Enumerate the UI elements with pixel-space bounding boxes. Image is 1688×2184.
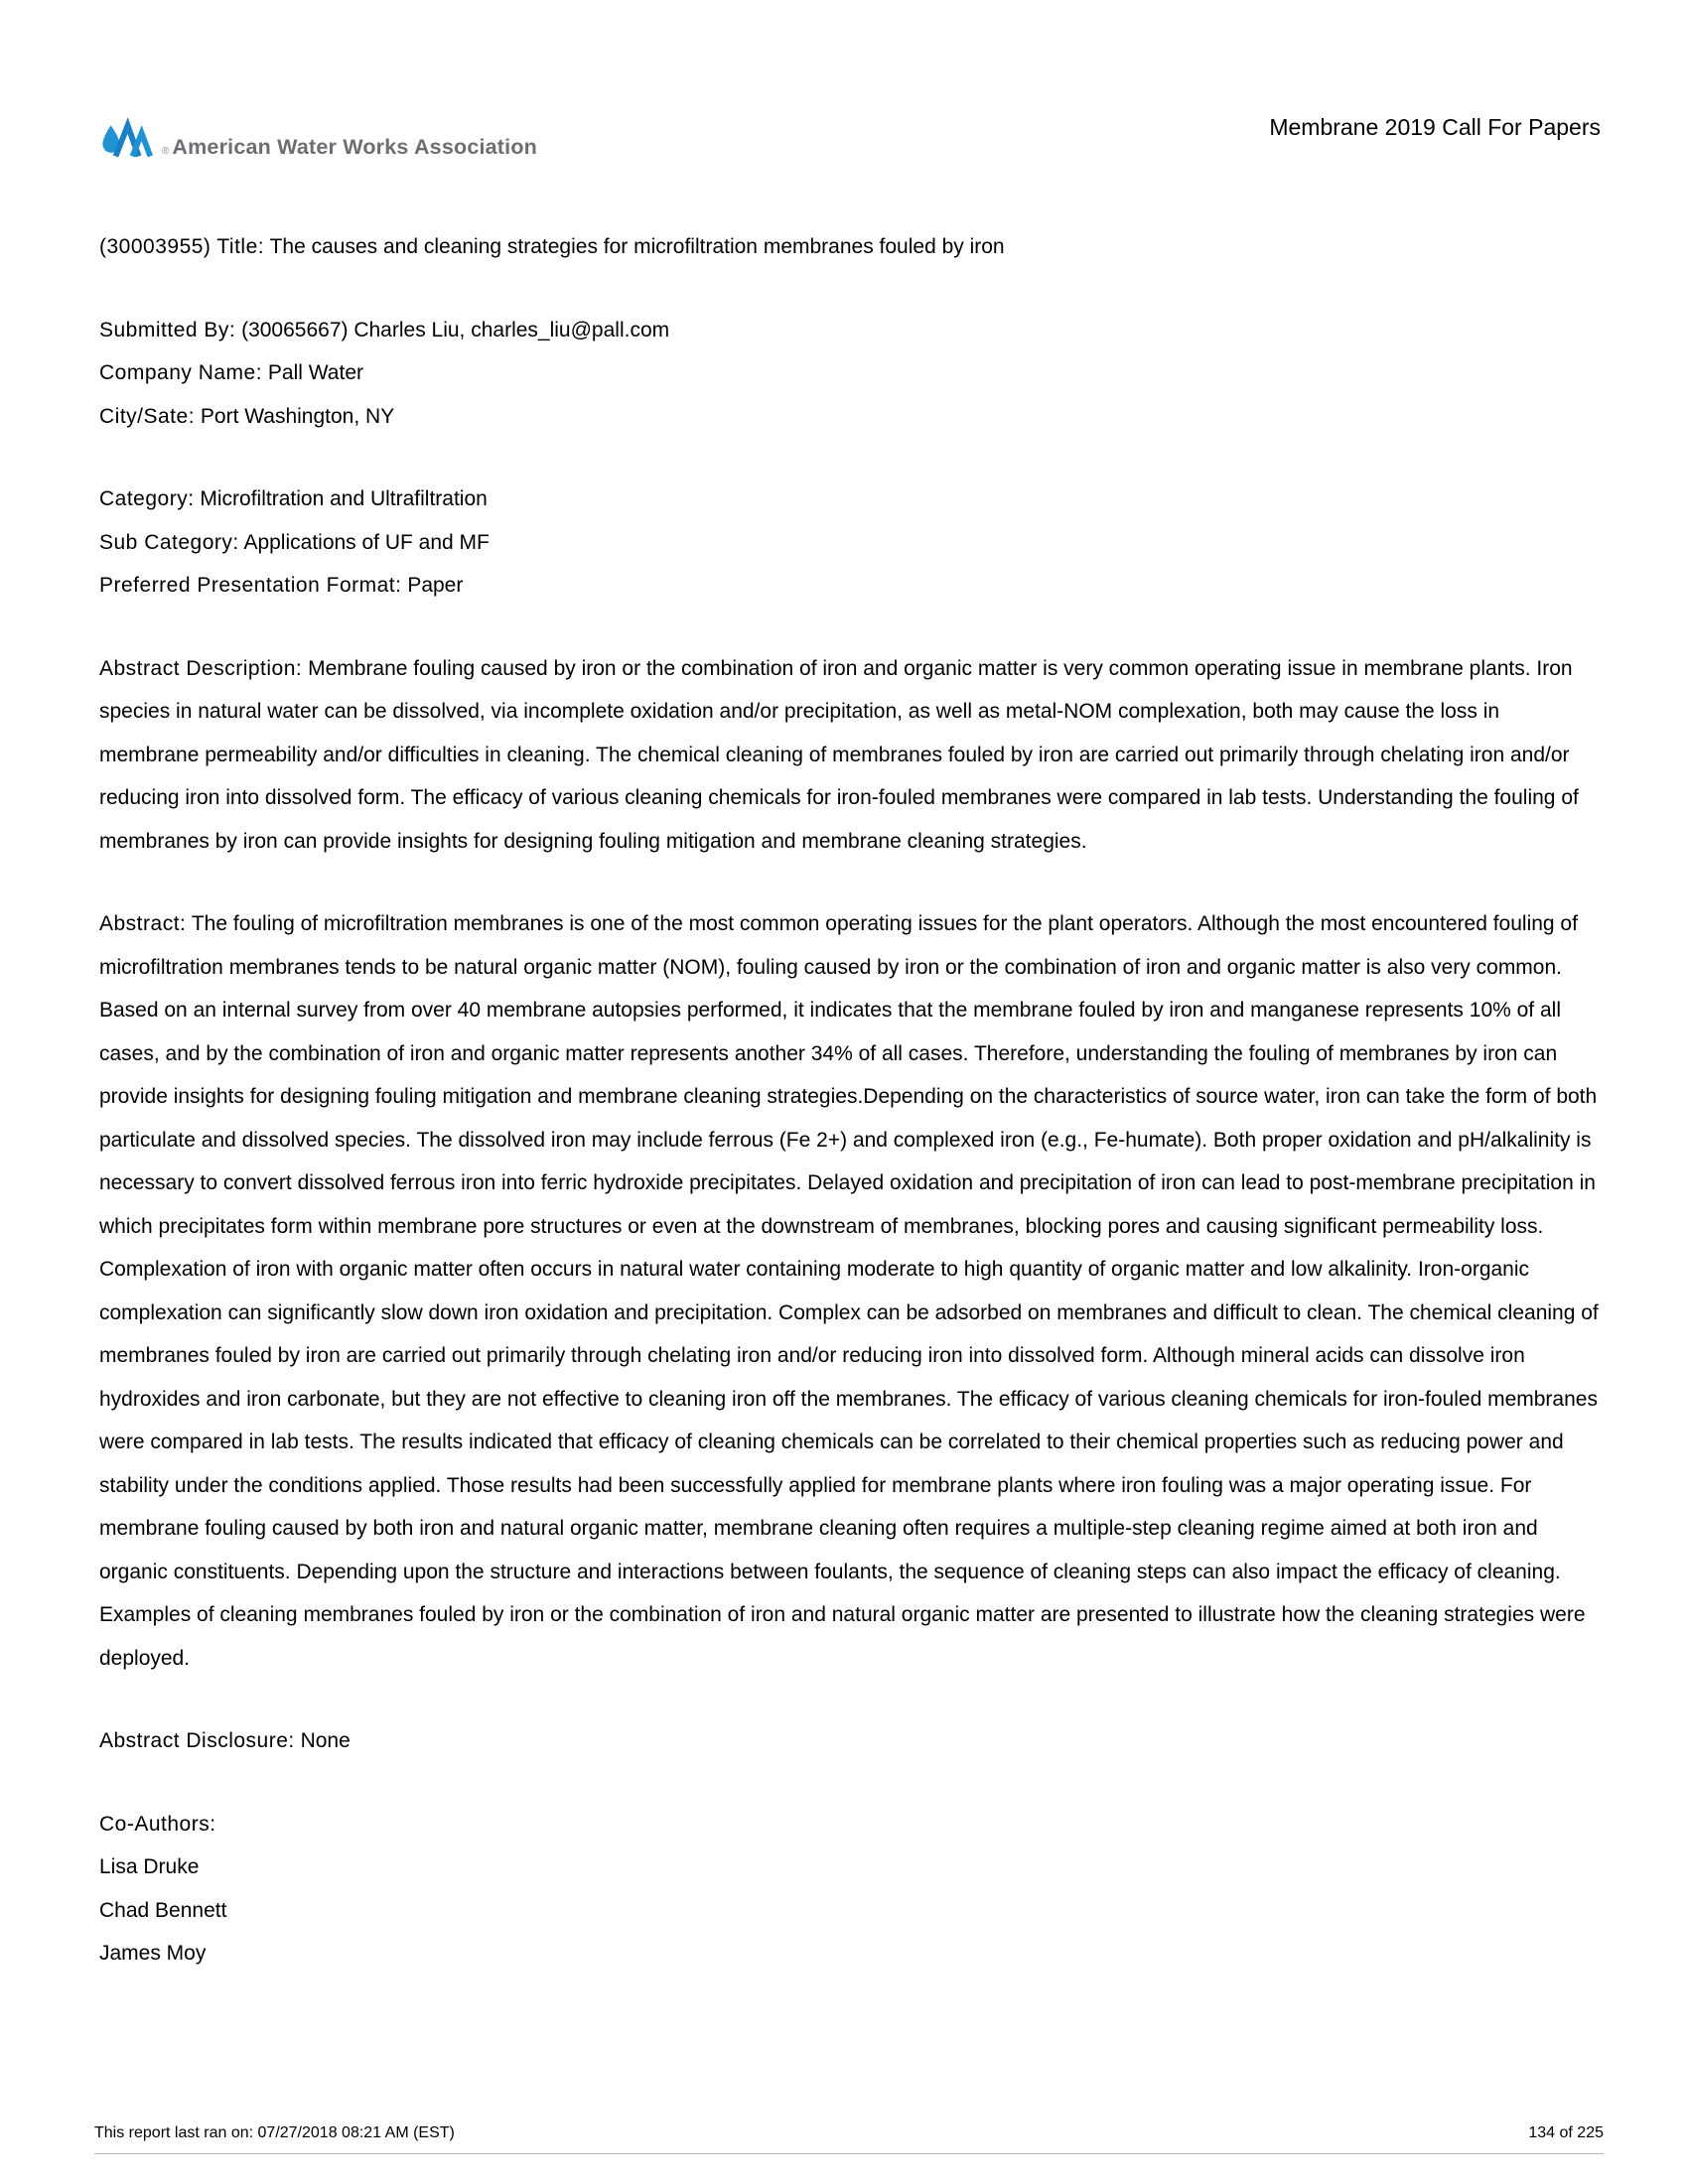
abstract-description-paragraph	[99, 647, 1601, 864]
company-name-label: Company Name:	[99, 361, 263, 384]
submitted-by-label: Submitted By:	[99, 318, 236, 341]
sub-category-line	[99, 521, 1601, 565]
co-author-name: Lisa Druke	[99, 1855, 200, 1878]
logo-org-name: American Water Works Association	[172, 135, 538, 159]
title-value: The causes and cleaning strategies for microfiltration membranes fouled by iron	[269, 235, 1005, 258]
title-line	[99, 225, 1601, 269]
co-authors-label: Co-Authors:	[99, 1812, 216, 1836]
registered-trademark-symbol: ®	[162, 146, 170, 157]
category-value: Microfiltration and Ultrafiltration	[200, 487, 488, 510]
category-block	[99, 478, 1601, 608]
page-header	[99, 112, 1601, 164]
category-line	[99, 478, 1601, 521]
page-footer	[94, 2123, 1604, 2154]
title-label: (30003955) Title:	[99, 235, 265, 258]
abstract-disclosure-label: Abstract Disclosure:	[99, 1729, 295, 1752]
co-author-name: Chad Bennett	[99, 1898, 227, 1922]
abstract-label: Abstract:	[99, 912, 187, 935]
abstract-value: The fouling of microfiltration membranes is one of the most common operating issues for the plant operators. Although the most encountered fouling of microfiltration membranes tends to be natural organic matter (NOM), fouling caused by iron or the combination of iron and organic matter is also very common. Based on an internal survey from over 40 membrane autopsies performed, it indicates that the membrane fouled by iron and manganese represents 10% of all cases, and by the combination of iron and organic matter represents another 34% of all cases. Therefore, understanding the fouling of membranes by iron can provide insights for designing fouling mitigation and membrane cleaning strategies.Depending on the characteristics of source water, iron can take the form of both particulate and dissolved species. The dissolved iron may include ferrous (Fe 2+) and complexed iron (e.g., Fe-humate). Both proper oxidation and pH/alkalinity is necessary to convert dissolved ferrous iron into ferric hydroxide precipitates. Delayed oxidation and precipitation of iron can lead to post-membrane precipitation in which precipitates form within membrane pore structures or even at the downstream of membranes, blocking pores and causing significant permeability loss. Complexation of iron with organic matter often occurs in natural water containing moderate to high quantity of organic matter and low alkalinity. Iron-organic complexation can significantly slow down iron oxidation and precipitation. Complex can be adsorbed on membranes and difficult to clean. The chemical cleaning of membranes fouled by iron are carried out primarily through chelating iron and/or reducing iron into dissolved form. Although mineral acids can dissolve iron hydroxides and iron carbonate, but they are not effective to cleaning iron off the membranes. The efficacy of various cleaning chemicals for iron-fouled membranes were compared in lab tests. The results indicated that efficacy of cleaning chemicals can be correlated to their chemical properties such as reducing power and stability under the conditions applied. Those results had been successfully applied for membrane plants where iron fouling was a major operating issue. For membrane fouling caused by both iron and natural organic matter, membrane cleaning often requires a multiple-step cleaning regime aimed at both iron and organic constituents. Depending upon the structure and interactions between foulants, the sequence of cleaning steps can also impact the efficacy of cleaning. Examples of cleaning membranes fouled by iron or the combination of iron and natural organic matter are presented to illustrate how the cleaning strategies were deployed.	[99, 912, 1599, 1670]
report-last-ran-text: This report last ran on: 07/27/2018 08:21 AM (EST)	[94, 2124, 455, 2141]
city-state-line	[99, 395, 1601, 439]
submitted-by-line	[99, 309, 1601, 352]
presentation-format-line	[99, 564, 1601, 608]
presentation-format-label: Preferred Presentation Format:	[99, 574, 402, 597]
company-name-value: Pall Water	[267, 361, 363, 384]
company-name-line	[99, 351, 1601, 395]
abstract-disclosure-line	[99, 1719, 1601, 1763]
submitter-block	[99, 309, 1601, 439]
awwa-logo	[99, 112, 537, 164]
city-state-value: Port Washington, NY	[200, 404, 395, 428]
page-number: 134 of 225	[1528, 2124, 1604, 2141]
abstract-paragraph	[99, 902, 1601, 1680]
awwa-drop-icon	[99, 112, 161, 164]
co-authors-block	[99, 1803, 1601, 1976]
sub-category-value: Applications of UF and MF	[243, 530, 490, 554]
report-title: Membrane 2019 Call For Papers	[1269, 114, 1601, 140]
abstract-disclosure-value: None	[300, 1729, 351, 1752]
city-state-label: City/Sate:	[99, 404, 196, 428]
submitted-by-value: (30065667) Charles Liu, charles_liu@pall.com	[241, 318, 670, 341]
abstract-description-label: Abstract Description:	[99, 656, 303, 680]
category-label: Category:	[99, 487, 195, 510]
abstract-description-value: Membrane fouling caused by iron or the combination of iron and organic matter is very common operating issue in membrane plants. Iron species in natural water can be dissolved, via incomplete oxidation and/or precipitation, as well as metal-NOM complexation, both may cause the loss in membrane permeability and/or difficulties in cleaning. The chemical cleaning of membranes fouled by iron are carried out primarily through chelating iron and/or reducing iron into dissolved form. The efficacy of various cleaning chemicals for iron-fouled membranes were compared in lab tests. Understanding the fouling of membranes by iron can provide insights for designing fouling mitigation and membrane cleaning strategies.	[99, 656, 1579, 853]
co-author-name: James Moy	[99, 1942, 207, 1965]
presentation-format-value: Paper	[407, 574, 464, 597]
sub-category-label: Sub Category:	[99, 530, 239, 554]
abstract-report-content	[99, 225, 1601, 1976]
